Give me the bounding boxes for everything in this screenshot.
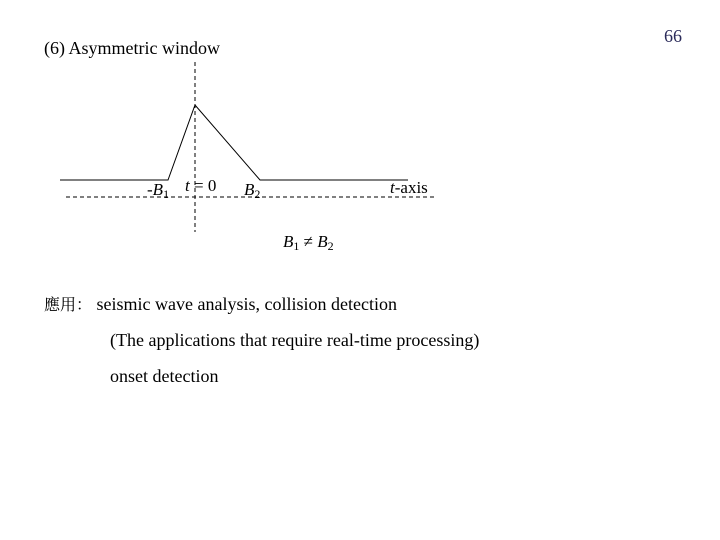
b1-not-equal-b2-label: $B_1 \ne B_2$ [283,232,334,253]
usage-onset-line: onset detection [110,366,219,386]
asymmetric-window-curve [60,105,408,180]
t-axis-label: t-axis [390,178,428,197]
page-number: 66 [664,26,682,46]
neg-b1-label: $-B_1$ [147,180,170,201]
usage-note-line: (The applications that require real-time processing) [110,330,480,350]
usage-prefix: 應用： [44,295,93,314]
t-zero-label: t = 0 [185,176,217,195]
usage-line [44,292,397,315]
slide-title: (6) Asymmetric window [44,38,220,58]
usage-text: seismic wave analysis, collision detection [96,294,397,314]
b2-label: $B_2$ [244,180,261,201]
